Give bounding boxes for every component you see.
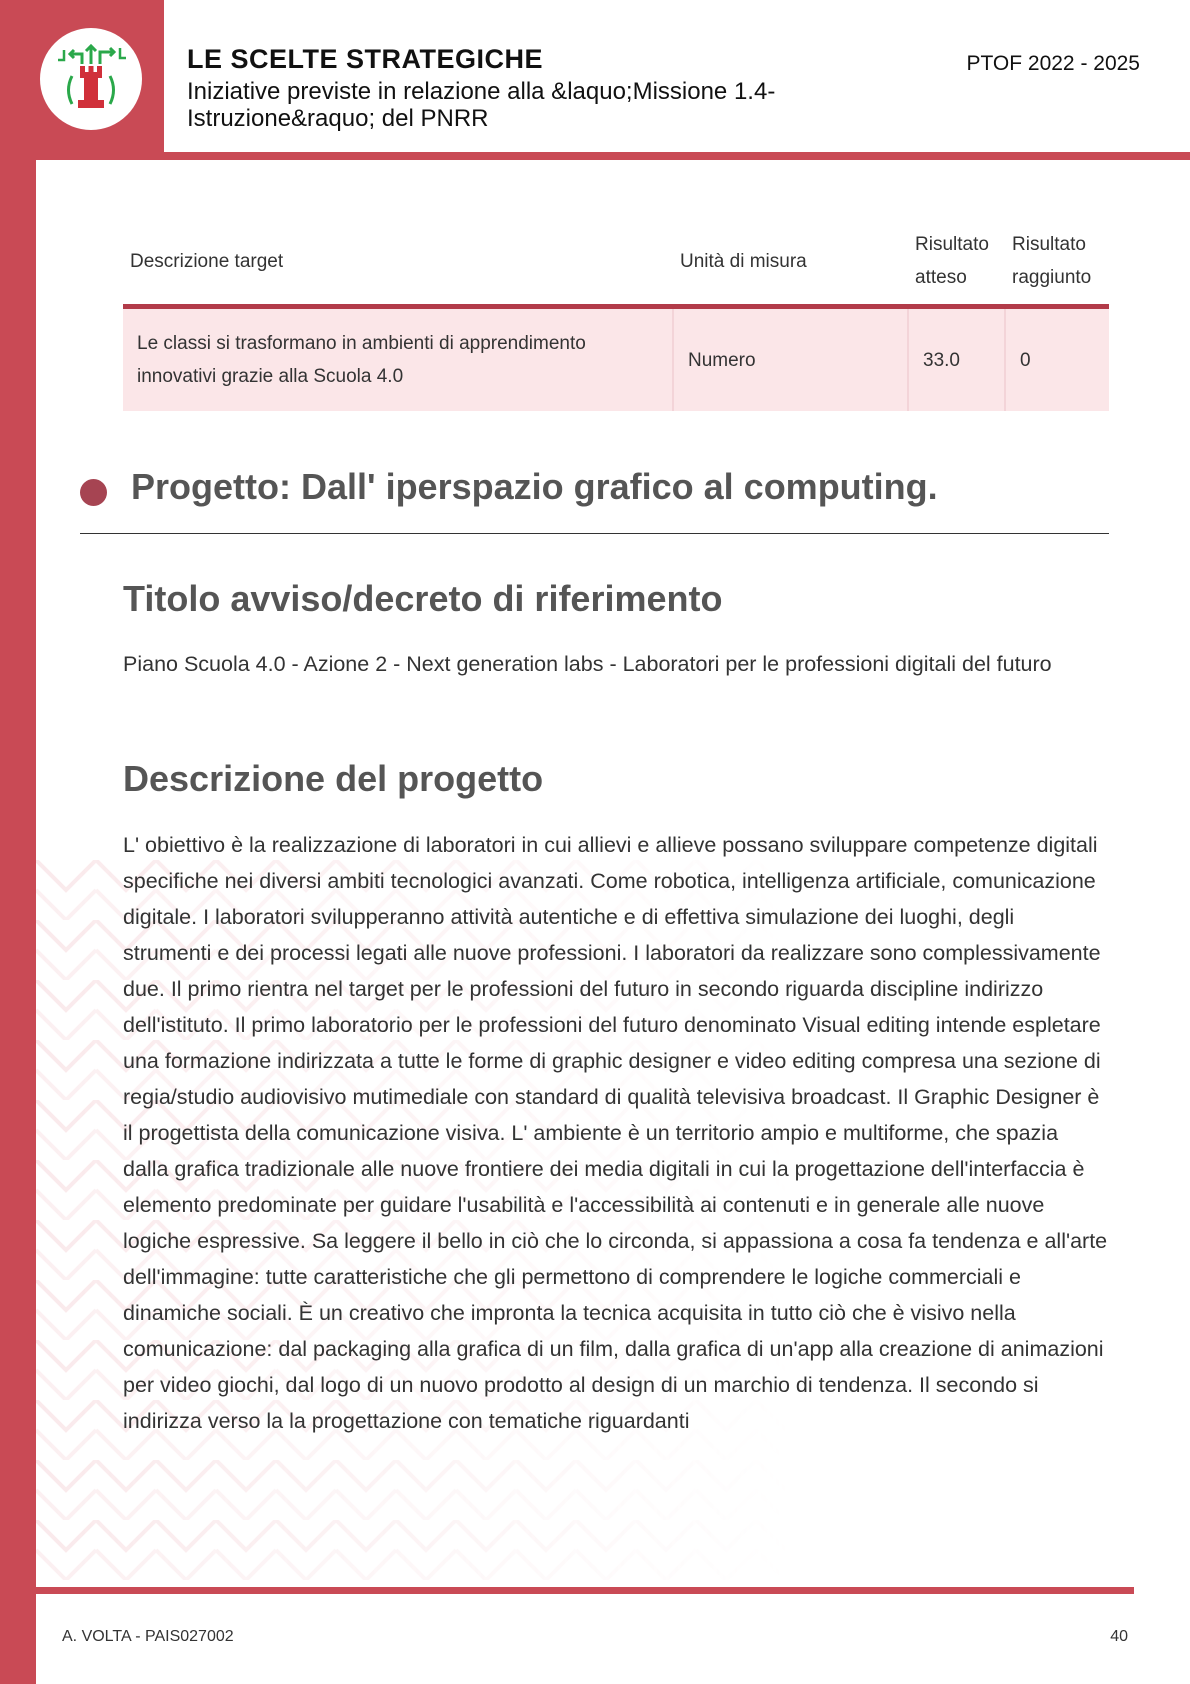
left-accent-bar xyxy=(0,0,36,1684)
project-title: Progetto: Dall' iperspazio grafico al computing. xyxy=(131,466,938,507)
section-title: LE SCELTE STRATEGICHE xyxy=(187,44,544,74)
divider xyxy=(80,533,1109,534)
table-cell: 33.0 xyxy=(908,307,1005,412)
column-header: Risultato atteso xyxy=(915,234,989,288)
table-cell: Numero xyxy=(673,307,908,412)
section-heading-descrizione: Descrizione del progetto xyxy=(123,758,544,799)
table-cell: 0 xyxy=(1005,307,1109,412)
school-tower-logo-icon xyxy=(40,28,142,130)
table-row xyxy=(123,307,1109,412)
bullet-icon xyxy=(80,479,107,506)
header-rule xyxy=(164,152,1190,160)
column-header: Unità di misura xyxy=(680,250,807,272)
target-table xyxy=(123,222,1109,411)
footer-rule xyxy=(36,1587,1134,1594)
section-heading-avviso: Titolo avviso/decreto di riferimento xyxy=(123,578,723,619)
table-header-row xyxy=(123,222,1109,307)
descrizione-text: L' obiettivo è la realizzazione di laboratori in cui allievi e allieve possano sviluppare competenze digitali specifiche nei diversi ambiti tecnologici avanzati. Come robotica, intelligenza artificiale, comunicazione digitale. I laboratori svilupperanno attività autentiche e di effettiva simulazione dei luoghi, degli strumenti e dei processi legati alle nuove professioni. I laboratori da realizzare sono complessivamente due. Il primo rientra nel target per le professioni del futuro in secondo riguarda discipline indirizzo dell'istituto. Il primo laboratorio per le professioni del futuro denominato Visual editing intende espletare una formazione indirizzata a tutte le forme di graphic designer e video editing compresa una sezione di regia/studio audiovisivo mutimediale con standard di qualità televisiva broadcast. Il Graphic Designer è il progettista della comunicazione visiva. L' ambiente è un territorio ampio e multiforme, che spazia dalla grafica tradizionale alle nuove frontiere dei media digitali in cui la progettazione dell'interfaccia è elemento predominate per guidare l'usabilità e l'accessibilità ai contenuti e in generale alle nuove logiche espressive. Sa leggere il bello in ciò che lo circonda, si appassiona a cosa fa tendenza e all'arte dell'immagine: tutte caratteristiche che gli permettono di comprendere le logiche commerciali e dinamiche sociali. È un creativo che impronta la tecnica acquisita in tutto ciò che è visivo nella comunicazione: dal packaging alla grafica di un film, dalla grafica di un'app alla creazione di animazioni per video giochi, dal logo di un nuovo prodotto al design di un marchio di tendenza. Il secondo si indirizza verso la la progettazione con tematiche riguardanti xyxy=(123,833,1108,1433)
page-number: 40 xyxy=(1110,1628,1128,1645)
column-header: Descrizione target xyxy=(130,250,284,272)
footer-school: A. VOLTA - PAIS027002 xyxy=(62,1628,234,1645)
avviso-text: Piano Scuola 4.0 - Azione 2 - Next generation labs - Laboratori per le professioni digitali del futuro xyxy=(123,652,1052,676)
logo-block xyxy=(0,0,164,160)
table-cell: Le classi si trasformano in ambienti di apprendimento innovativi grazie alla Scuola 4.0 xyxy=(123,307,673,412)
section-subtitle: Iniziative previste in relazione alla &laquo;Missione 1.4-Istruzione&raquo; del PNRR xyxy=(187,78,776,132)
ptof-label: PTOF 2022 - 2025 xyxy=(966,52,1140,75)
column-header: Risultato raggiunto xyxy=(1012,234,1092,288)
